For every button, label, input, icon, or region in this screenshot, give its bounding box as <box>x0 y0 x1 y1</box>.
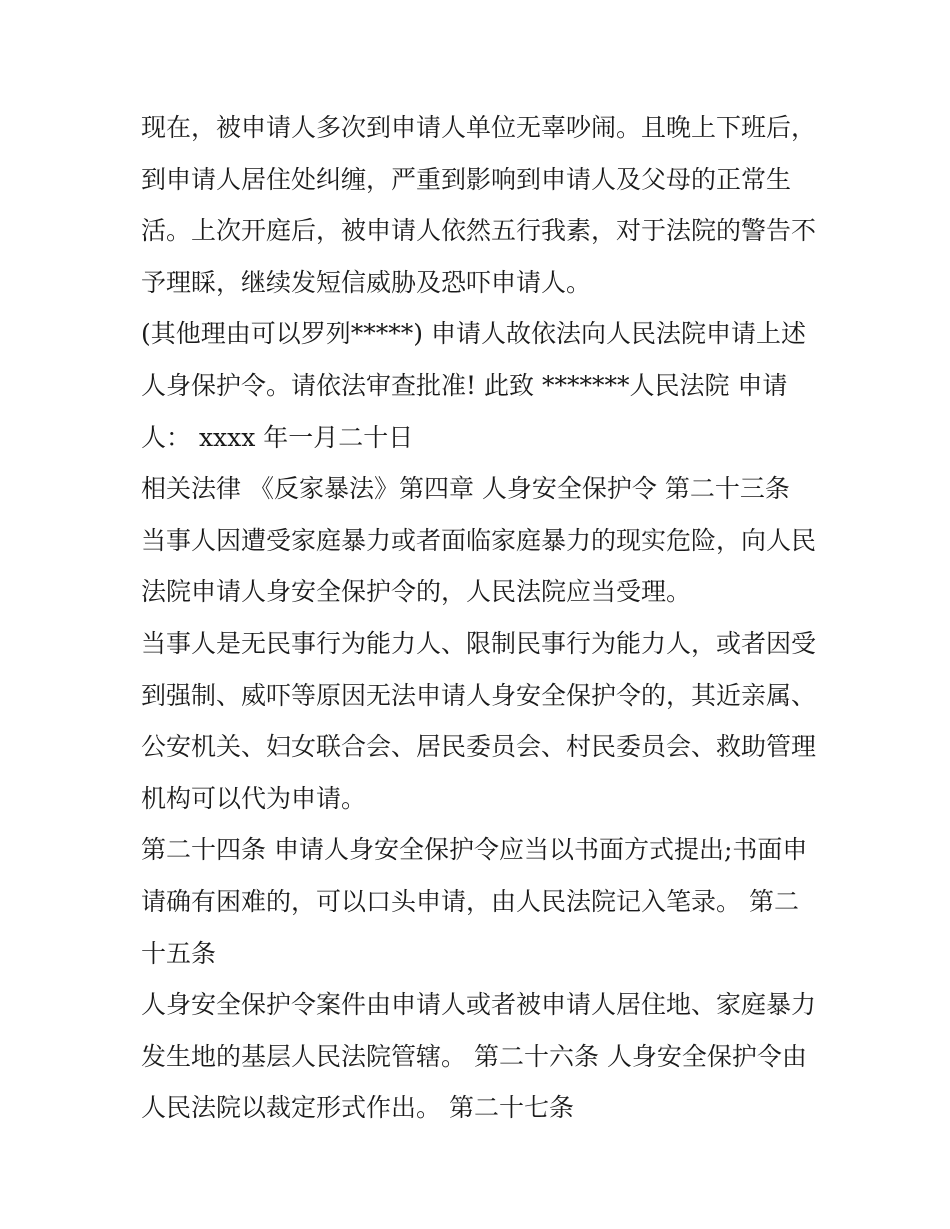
text-line: 当事人是无民事行为能力人、限制民事行为能力人，或者因受 <box>141 628 817 658</box>
text-line: 现在，被申请人多次到申请人单位无辜吵闹。且晚上下班后， <box>141 113 817 142</box>
document-body <box>141 108 821 1140</box>
text-line: 发生地的基层人民法院管辖。 第二十六条 人身安全保护令由 <box>141 1041 807 1071</box>
text-line: 法院申请人身安全保护令的，人民法院应当受理。 <box>141 577 692 607</box>
text-line: 第二十四条 申请人身安全保护令应当以书面方式提出;书面申 <box>141 835 808 865</box>
text-line: 相关法律 《反家暴法》第四章 人身安全保护令 第二十三条 <box>141 474 790 504</box>
text-line: 十五条 <box>141 938 217 968</box>
text-line: 予理睬，继续发短信威胁及恐吓申请人。 <box>141 267 592 297</box>
text-line: 机构可以代为申请。 <box>141 783 367 813</box>
text-line: 到申请人居住处纠缠，严重到影响到申请人及父母的正常生 <box>141 164 792 194</box>
text-line: 当事人因遭受家庭暴力或者面临家庭暴力的现实危险，向人民 <box>141 525 817 555</box>
text-line: 人： xxxx 年一月二十日 <box>141 422 414 452</box>
text-line: (其他理由可以罗列*****) 申请人故依法向人民法院申请上述 <box>141 319 806 349</box>
text-line: 活。上次开庭后，被申请人依然五行我素，对于法院的警告不 <box>141 216 817 246</box>
text-line: 到强制、威吓等原因无法申请人身安全保护令的，其近亲属、 <box>141 680 817 710</box>
text-line: 请确有困难的，可以口头申请，由人民法院记入笔录。 第二 <box>141 886 799 916</box>
text-line: 公安机关、妇女联合会、居民委员会、村民委员会、救助管理 <box>141 732 817 762</box>
text-line: 人身安全保护令案件由申请人或者被申请人居住地、家庭暴力 <box>141 990 817 1020</box>
text-line: 人民法院以裁定形式作出。 第二十七条 <box>141 1093 574 1123</box>
text-line: 人身保护令。请依法审查批准! 此致 *******人民法院 申请 <box>141 370 788 400</box>
